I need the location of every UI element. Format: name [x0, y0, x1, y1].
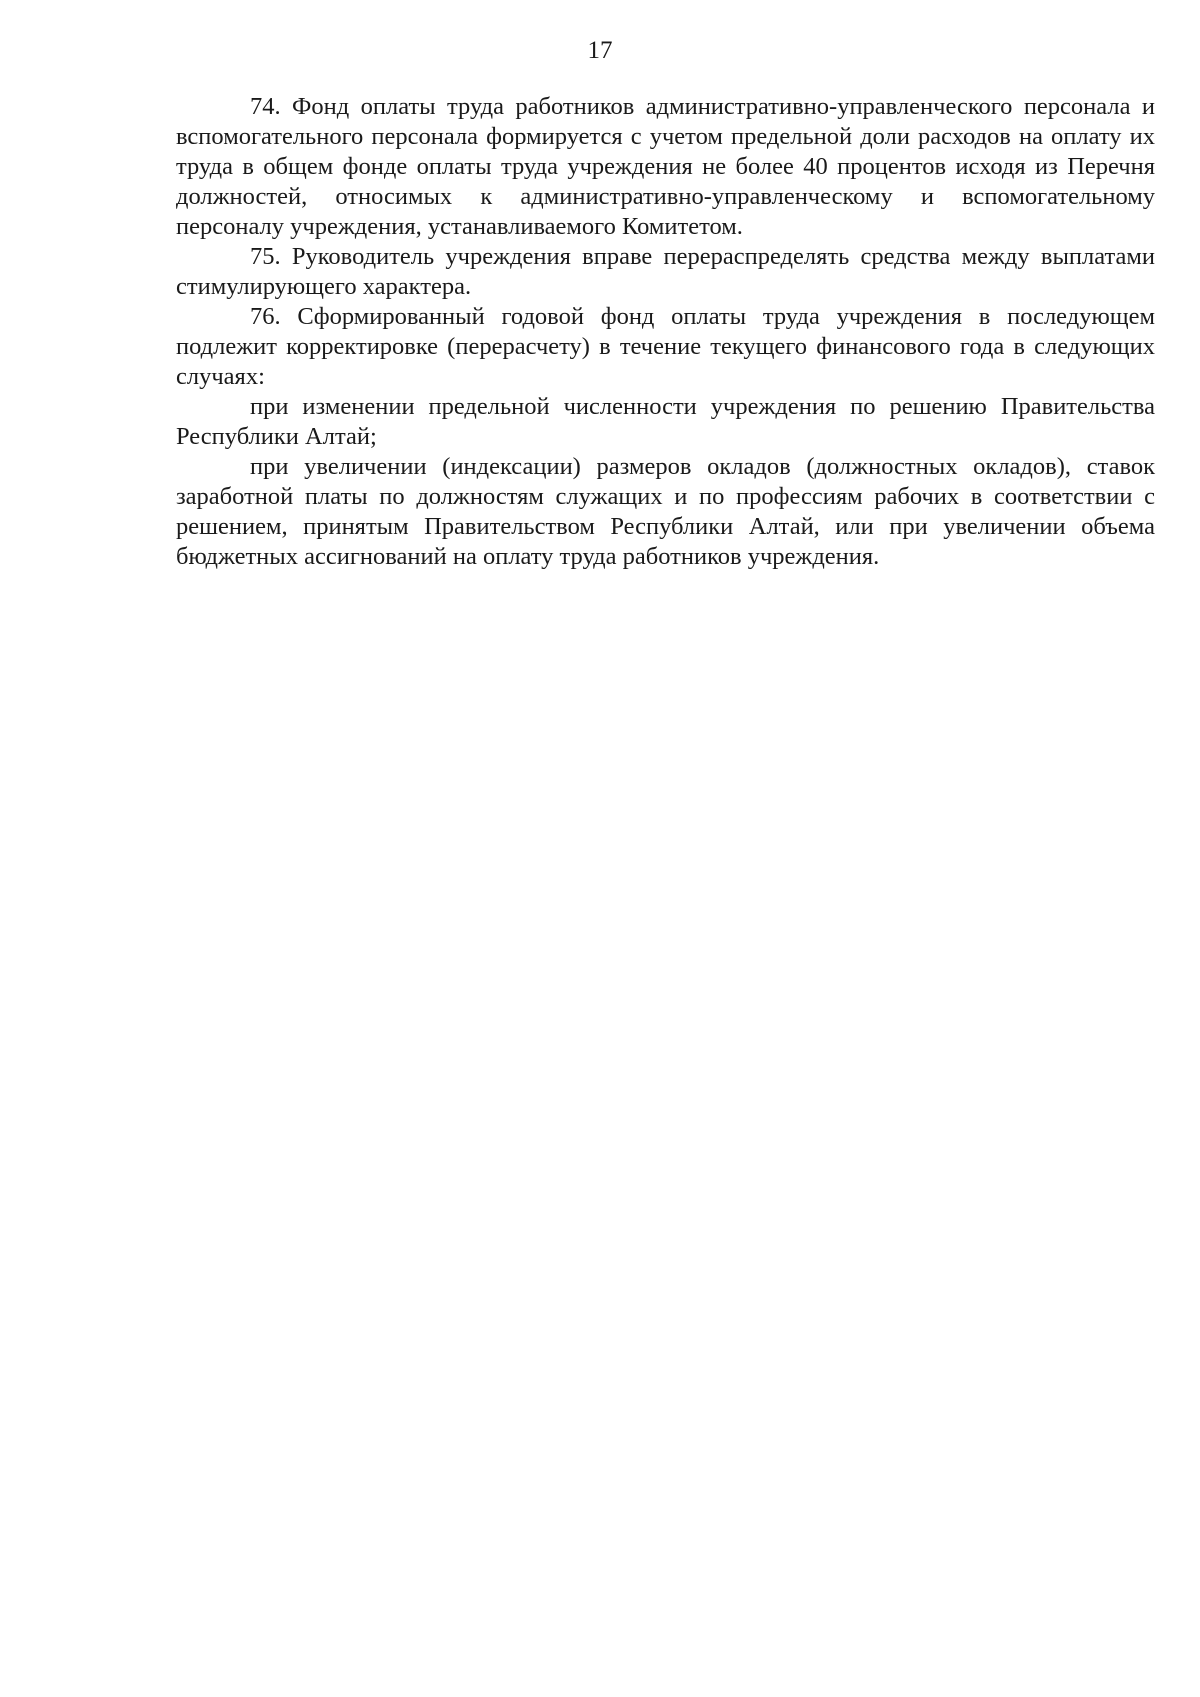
paragraph-75: 75. Руководитель учреждения вправе перераспределять средства между выплатами стимулирующего характера.: [176, 243, 1155, 300]
paragraph-76-case-2: при увеличении (индексации) размеров окладов (должностных окладов), ставок заработной платы по должностям служащих и по профессиям рабочих в соответствии с решением, принятым Правительством Республики Алтай, или при увеличении объема бюджетных ассигнований на оплату труда работников учреждения.: [176, 453, 1155, 570]
page-number: 17: [587, 37, 613, 64]
document-body: [176, 92, 1155, 572]
paragraph-76: 76. Сформированный годовой фонд оплаты труда учреждения в последующем подлежит корректировке (перерасчету) в течение текущего финансового года в следующих случаях:: [176, 303, 1155, 390]
paragraph-76-case-1: при изменении предельной численности учреждения по решению Правительства Республики Алтай;: [176, 393, 1155, 450]
paragraph-74: 74. Фонд оплаты труда работников административно-управленческого персонала и вспомогательного персонала формируется с учетом предельной доли расходов на оплату их труда в общем фонде оплаты труда учреждения не более 40 процентов исходя из Перечня должностей, относимых к административно-управленческому и вспомогательному персоналу учреждения, устанавливаемого Комитетом.: [176, 93, 1155, 240]
